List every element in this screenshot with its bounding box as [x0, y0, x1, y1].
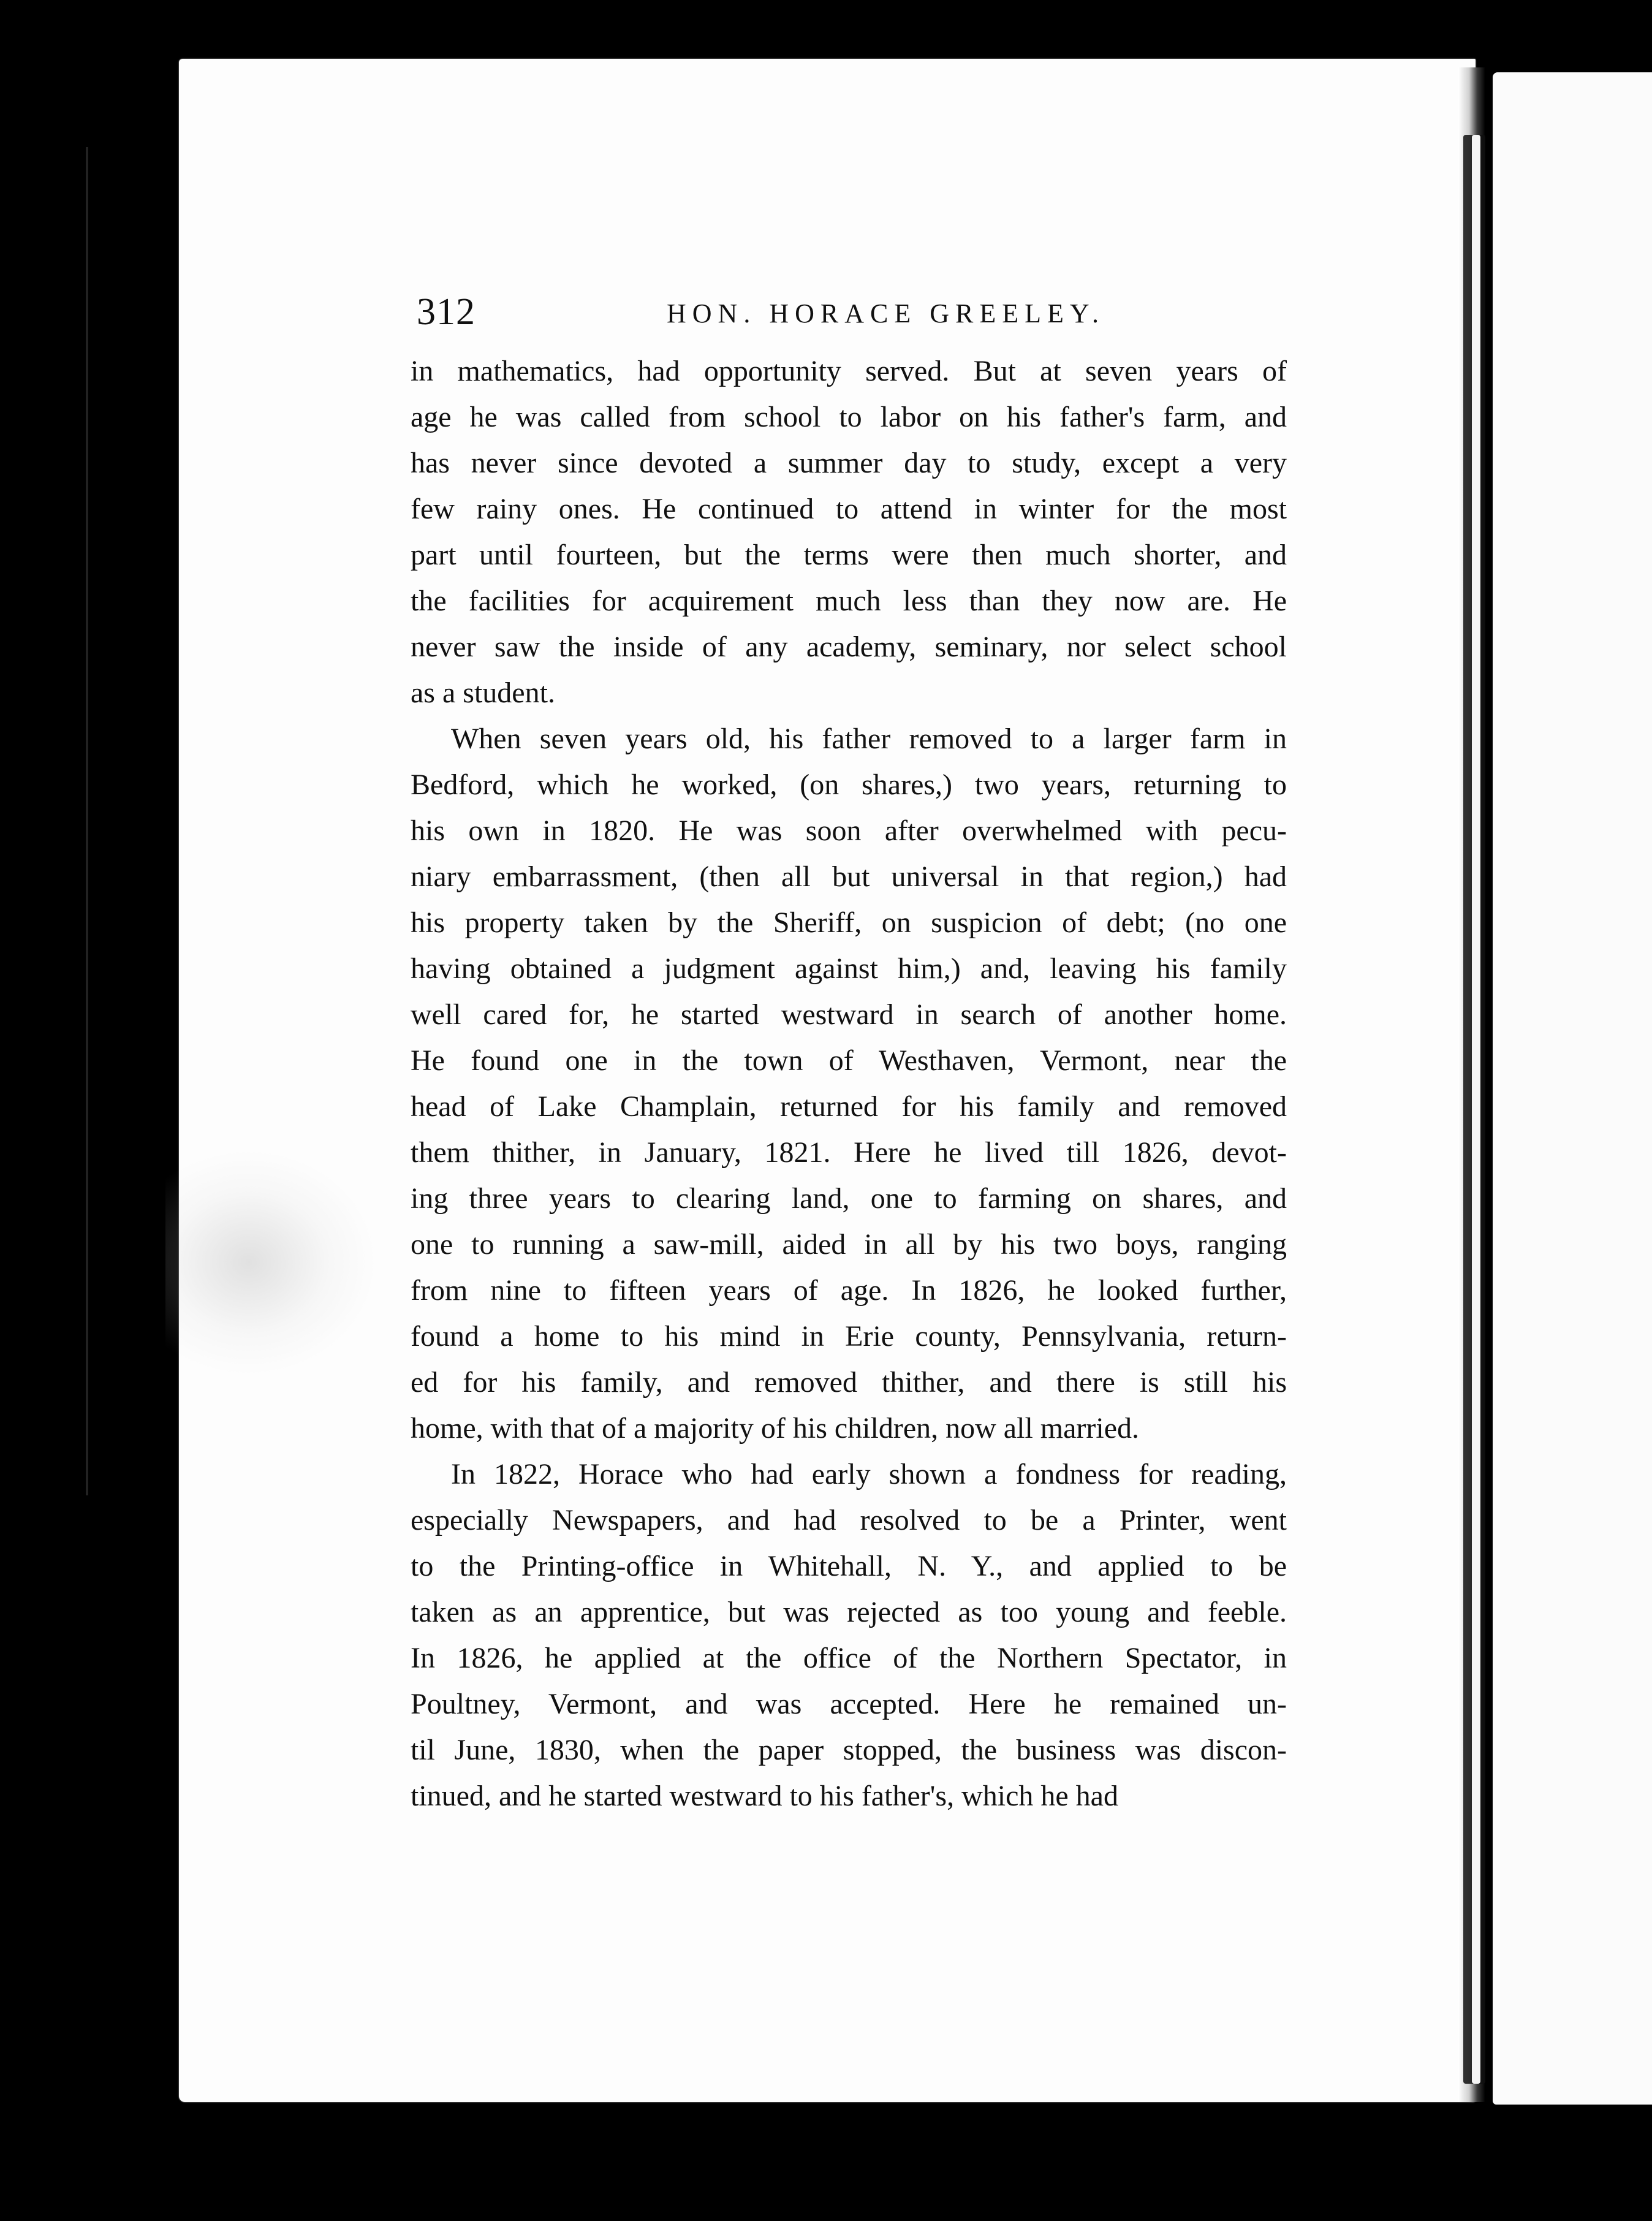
text-line: Bedford, which he worked, (on shares,) two years, returning to: [411, 769, 1287, 801]
text-line: having obtained a judgment against him,) and, leaving his family: [411, 952, 1287, 985]
text-line: home, with that of a majority of his children, now all married.: [411, 1412, 1140, 1445]
text-line: tinued, and he started westward to his father's, which he had: [411, 1780, 1118, 1812]
text-line: part until fourteen, but the terms were then much shorter, and: [411, 539, 1287, 571]
text-line: never saw the inside of any academy, seminary, nor select school: [411, 631, 1287, 663]
text-line: to the Printing-office in Whitehall, N. Y., and applied to be: [411, 1550, 1287, 1582]
paragraph: [411, 348, 1287, 716]
text-line: When seven years old, his father removed to a larger farm in: [451, 723, 1287, 755]
text-block: [411, 288, 1287, 1819]
running-head-title: HON. HORACE GREELEY.: [667, 298, 1105, 328]
text-line: in mathematics, had opportunity served. But at seven years of: [411, 355, 1287, 387]
text-line: taken as an apprentice, but was rejected as too young and feeble.: [411, 1596, 1287, 1628]
text-line: ing three years to clearing land, one to farming on shares, and: [411, 1182, 1287, 1215]
text-line: his own in 1820. He was soon after overwhelmed with pecu-: [411, 814, 1287, 847]
text-line: few rainy ones. He continued to attend in winter for the most: [411, 493, 1287, 525]
paragraph: [411, 716, 1287, 1451]
binding-edge-mark: [86, 147, 88, 1495]
text-line: has never since devoted a summer day to study, except a very: [411, 447, 1287, 479]
page-number: 312: [417, 291, 476, 333]
body-text: [411, 348, 1287, 1819]
spine-highlight: [1472, 135, 1480, 2084]
text-line: them thither, in January, 1821. Here he lived till 1826, devot-: [411, 1136, 1287, 1169]
text-line: In 1826, he applied at the office of the Northern Spectator, in: [411, 1642, 1287, 1674]
text-line: til June, 1830, when the paper stopped, the business was discon-: [411, 1734, 1287, 1766]
text-line: one to running a saw-mill, aided in all by his two boys, ranging: [411, 1228, 1287, 1261]
text-line: the facilities for acquirement much less than they now are. He: [411, 585, 1287, 617]
text-line: Poultney, Vermont, and was accepted. Here he remained un-: [411, 1688, 1287, 1720]
text-line: He found one in the town of Westhaven, Vermont, near the: [411, 1044, 1287, 1077]
text-line: well cared for, he started westward in search of another home.: [411, 998, 1287, 1031]
text-line: head of Lake Champlain, returned for his family and removed: [411, 1090, 1287, 1123]
text-line: his property taken by the Sheriff, on suspicion of debt; (no one: [411, 906, 1287, 939]
facing-page-edge: [1493, 72, 1652, 2105]
text-line: In 1822, Horace who had early shown a fondness for reading,: [451, 1458, 1287, 1490]
text-line: age he was called from school to labor on his father's farm, and: [411, 401, 1287, 433]
text-line: especially Newspapers, and had resolved to be a Printer, went: [411, 1504, 1287, 1536]
text-line: found a home to his mind in Erie county, Pennsylvania, return-: [411, 1320, 1287, 1353]
paragraph: [411, 1451, 1287, 1819]
running-head: [411, 288, 1287, 337]
text-line: ed for his family, and removed thither, and there is still his: [411, 1366, 1287, 1399]
text-line: as a student.: [411, 677, 555, 709]
text-line: from nine to fifteen years of age. In 1826, he looked further,: [411, 1274, 1287, 1307]
text-line: niary embarrassment, (then all but universal in that region,) had: [411, 860, 1287, 893]
